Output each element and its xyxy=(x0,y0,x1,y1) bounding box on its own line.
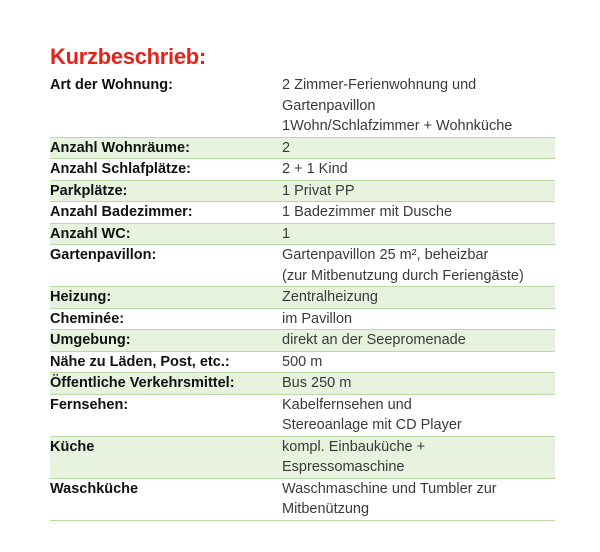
value-line: (zur Mitbenutzung durch Feriengäste) xyxy=(282,267,524,284)
table-row xyxy=(50,159,555,181)
table-row xyxy=(50,395,555,437)
row-value xyxy=(282,437,555,478)
row-label: Waschküche xyxy=(50,480,139,497)
row-value xyxy=(282,181,555,202)
value-line: Gartenpavillon 25 m², beheizbar xyxy=(282,247,489,263)
row-label: Parkplätze: xyxy=(50,182,128,199)
row-value xyxy=(282,75,555,137)
value-line: kompl. Einbauküche + xyxy=(282,438,426,455)
value-line: Espressomaschine xyxy=(282,459,405,475)
row-value xyxy=(282,202,555,223)
row-value xyxy=(282,159,555,180)
row-label: Küche xyxy=(50,438,95,455)
row-label: Anzahl Schlafplätze: xyxy=(50,161,191,177)
table-row xyxy=(50,245,555,287)
value-line: im Pavillon xyxy=(282,310,353,327)
row-label: Art der Wohnung: xyxy=(50,77,173,93)
row-label: Umgebung: xyxy=(50,332,131,348)
table-row xyxy=(50,287,555,309)
row-value xyxy=(282,309,555,330)
row-value xyxy=(282,138,555,159)
table-row xyxy=(50,202,555,224)
value-line: 500 m xyxy=(282,353,323,370)
value-line: 2 Zimmer-Ferienwohnung und xyxy=(282,77,477,93)
row-label: Anzahl WC: xyxy=(50,225,131,242)
value-line: 1Wohn/Schlafzimmer + Wohnküche xyxy=(282,118,513,134)
row-label: Gartenpavillon: xyxy=(50,247,157,263)
row-label: Anzahl Wohnräume: xyxy=(50,139,190,156)
row-value xyxy=(282,395,555,436)
value-line: Mitbenützung xyxy=(282,501,370,517)
table-row xyxy=(50,224,555,246)
table-row xyxy=(50,138,555,160)
value-line: Bus 250 m xyxy=(282,375,352,391)
table-row xyxy=(50,479,555,521)
value-line: 2 + 1 Kind xyxy=(282,161,348,177)
table-row xyxy=(50,181,555,203)
row-value xyxy=(282,352,555,373)
row-value xyxy=(282,245,555,286)
value-line: 1 xyxy=(282,225,291,242)
value-line: Kabelfernsehen und xyxy=(282,396,412,413)
table-row xyxy=(50,437,555,479)
row-label: Cheminée: xyxy=(50,310,125,327)
row-label: Fernsehen: xyxy=(50,396,129,413)
info-table xyxy=(50,75,555,521)
value-line: Stereoanlage mit CD Player xyxy=(282,417,462,433)
row-value xyxy=(282,287,555,308)
document xyxy=(50,43,555,521)
table-row xyxy=(50,75,555,138)
value-line: 2 xyxy=(282,139,291,156)
page-title: Kurzbeschrieb: xyxy=(50,44,206,69)
row-value xyxy=(282,479,555,520)
row-label: Anzahl Badezimmer: xyxy=(50,204,193,220)
row-label: Nähe zu Läden, Post, etc.: xyxy=(50,353,230,370)
value-line: direkt an der Seepromenade xyxy=(282,332,466,348)
table-row xyxy=(50,330,555,352)
value-line: Gartenpavillon xyxy=(282,97,376,114)
table-row xyxy=(50,309,555,331)
value-line: Waschmaschine und Tumbler zur xyxy=(282,480,497,497)
row-label: Öffentliche Verkehrsmittel: xyxy=(50,375,235,391)
value-line: 1 Privat PP xyxy=(282,182,355,199)
table-row xyxy=(50,373,555,395)
value-line: Zentralheizung xyxy=(282,289,378,305)
row-label: Heizung: xyxy=(50,289,112,305)
row-value xyxy=(282,224,555,245)
row-value xyxy=(282,373,555,394)
row-value xyxy=(282,330,555,351)
value-line: 1 Badezimmer mit Dusche xyxy=(282,204,453,220)
table-row xyxy=(50,352,555,374)
